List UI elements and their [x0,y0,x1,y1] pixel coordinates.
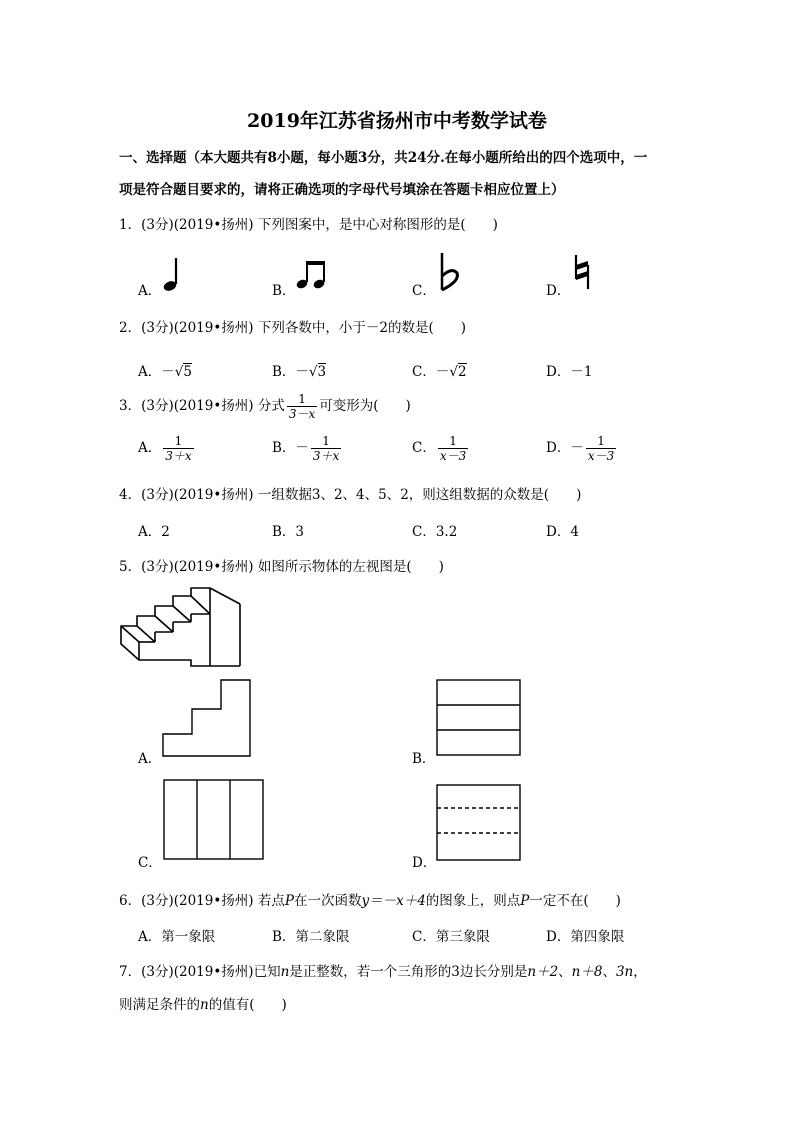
natural-sign-icon [573,254,593,290]
question-4-stem: 4．(3分)(2019•扬州) 一组数据3、2、4、5、2，则这组数据的众数是( ) [119,487,582,503]
minus-sign: － [295,364,309,380]
question-1-stem: 1．(3分)(2019•扬州) 下列图案中，是中心对称图形的是( ) [119,217,498,233]
question-6-stem [119,889,621,909]
q2-option-d [546,360,592,380]
fraction [311,434,341,463]
option-value: 第二象限 [295,929,350,945]
option-value: 3 [295,524,305,540]
q5-option-a-label: A． [138,751,162,767]
denominator: 3＋x [312,449,340,463]
option-label: D． [546,524,571,540]
option-value: 第一象限 [161,929,216,945]
q2-option-a [138,360,192,380]
option-label: C． [412,440,436,456]
sqrt-icon: √ [449,364,458,380]
q2-option-c [412,360,467,380]
option-value: 2 [161,524,170,540]
stem-text: 一定不在( ) [529,893,621,909]
question-7-stem-line2 [119,993,287,1013]
stem-text: 7．(3分)(2019•扬州)已知 [119,964,281,980]
q6-option-c [412,925,490,945]
option-label: A． [138,440,162,456]
staircase-object-figure [118,586,244,668]
q3-option-d [546,434,618,463]
denominator: 3＋x [165,449,192,463]
question-3-stem [119,392,411,421]
var-n: n [280,964,290,980]
q3-option-a [138,434,196,463]
fraction [163,434,193,463]
stem-text: 则满足条件的 [119,997,200,1013]
point-p: P [284,893,294,909]
separator: 、 [602,964,616,980]
option-label: B． [272,364,296,380]
radicand: 3 [317,364,327,380]
sqrt-icon: √ [174,364,184,380]
q5-option-b-label: B． [412,751,436,767]
numerator: 1 [287,392,317,407]
option-label: B． [272,440,296,456]
minus-sign: － [435,364,450,380]
q4-option-d [546,520,579,540]
stem-text: 可变形为( ) [319,398,411,414]
sign: － [570,440,584,456]
q5-option-c-label: C． [138,855,162,871]
numerator: 1 [311,434,341,449]
q1-option-a-label: A． [138,283,162,299]
equation: y＝－x＋4 [361,893,426,909]
side-2: n＋8 [571,964,603,980]
sign: － [295,440,309,456]
minus-sign: － [161,364,175,380]
option-label: D． [546,440,571,456]
stem-text: 在一次函数 [293,893,362,909]
option-label: C． [412,524,436,540]
stem-text: ， [633,964,647,980]
q3-option-b [272,434,343,463]
page-title: 2019年江苏省扬州市中考数学试卷 [247,110,547,132]
stem-text: 6．(3分)(2019•扬州) 若点 [119,893,285,909]
stem-text: 是正整数，若一个三角形的3边长分别是 [289,964,528,980]
denominator: x－3 [439,449,467,463]
question-7-stem-line1 [119,960,647,980]
view-b-three-horizontal-bands-figure [436,679,522,757]
view-a-staircase-figure [162,678,254,758]
numerator: 1 [163,434,193,449]
q1-option-b-label: B． [272,283,296,299]
option-label: C． [412,364,436,380]
option-value: 第三象限 [435,929,490,945]
fraction [438,434,468,463]
option-label: D． [546,364,571,380]
stem-text: 的值有( ) [208,997,287,1013]
radicand: 5 [183,364,192,380]
numerator: 1 [586,434,616,449]
denominator: 3－x [288,407,316,421]
q4-option-b [272,520,304,540]
option-label: B． [272,524,296,540]
q4-option-a [138,520,170,540]
section-heading-line1: 一、选择题（本大题共有8小题，每小题3分，共24分.在每小题所给出的四个选项中，一 [119,150,648,166]
q1-option-d-label: D． [546,283,571,299]
view-d-dashed-bands-figure [436,784,522,862]
question-2-stem: 2．(3分)(2019•扬州) 下列各数中，小于－2的数是( ) [119,320,466,336]
beamed-notes-icon [296,259,330,291]
q6-option-d [546,925,624,945]
point-p: P [520,893,530,909]
view-c-three-vertical-bands-figure [163,779,265,861]
sqrt-icon: √ [308,364,318,380]
side-3: 3n [615,964,634,980]
option-label: A． [138,364,162,380]
numerator: 1 [438,434,468,449]
q2-option-b [272,360,326,380]
q4-option-c [412,520,457,540]
section-heading-line2: 项是符合题目要求的，请将正确选项的字母代号填涂在答题卡相应位置上） [119,182,565,198]
question-5-stem: 5．(3分)(2019•扬州) 如图所示物体的左视图是( ) [119,559,444,575]
quarter-note-icon [162,256,186,292]
separator: 、 [558,964,572,980]
var-n: n [200,997,209,1013]
denominator: x－3 [587,449,615,463]
option-value: 4 [570,524,579,540]
option-value: 3.2 [435,524,458,540]
option-label: B． [272,929,296,945]
q1-option-c-label: C． [412,283,436,299]
option-label: D． [546,929,571,945]
fraction [287,392,317,421]
option-label: A． [138,524,162,540]
q5-option-d-label: D． [412,855,437,871]
flat-sign-icon [437,252,463,294]
option-value: －1 [570,364,593,380]
q6-option-b [272,925,349,945]
stem-text: 的图象上，则点 [425,893,521,909]
side-1: n＋2 [527,964,559,980]
option-label: C． [412,929,436,945]
option-value: 第四象限 [570,929,625,945]
q6-option-a [138,925,215,945]
q3-option-c [412,434,470,463]
stem-text: 3．(3分)(2019•扬州) 分式 [119,398,285,414]
option-label: A． [138,929,162,945]
radicand: 2 [457,364,467,380]
fraction [586,434,616,463]
